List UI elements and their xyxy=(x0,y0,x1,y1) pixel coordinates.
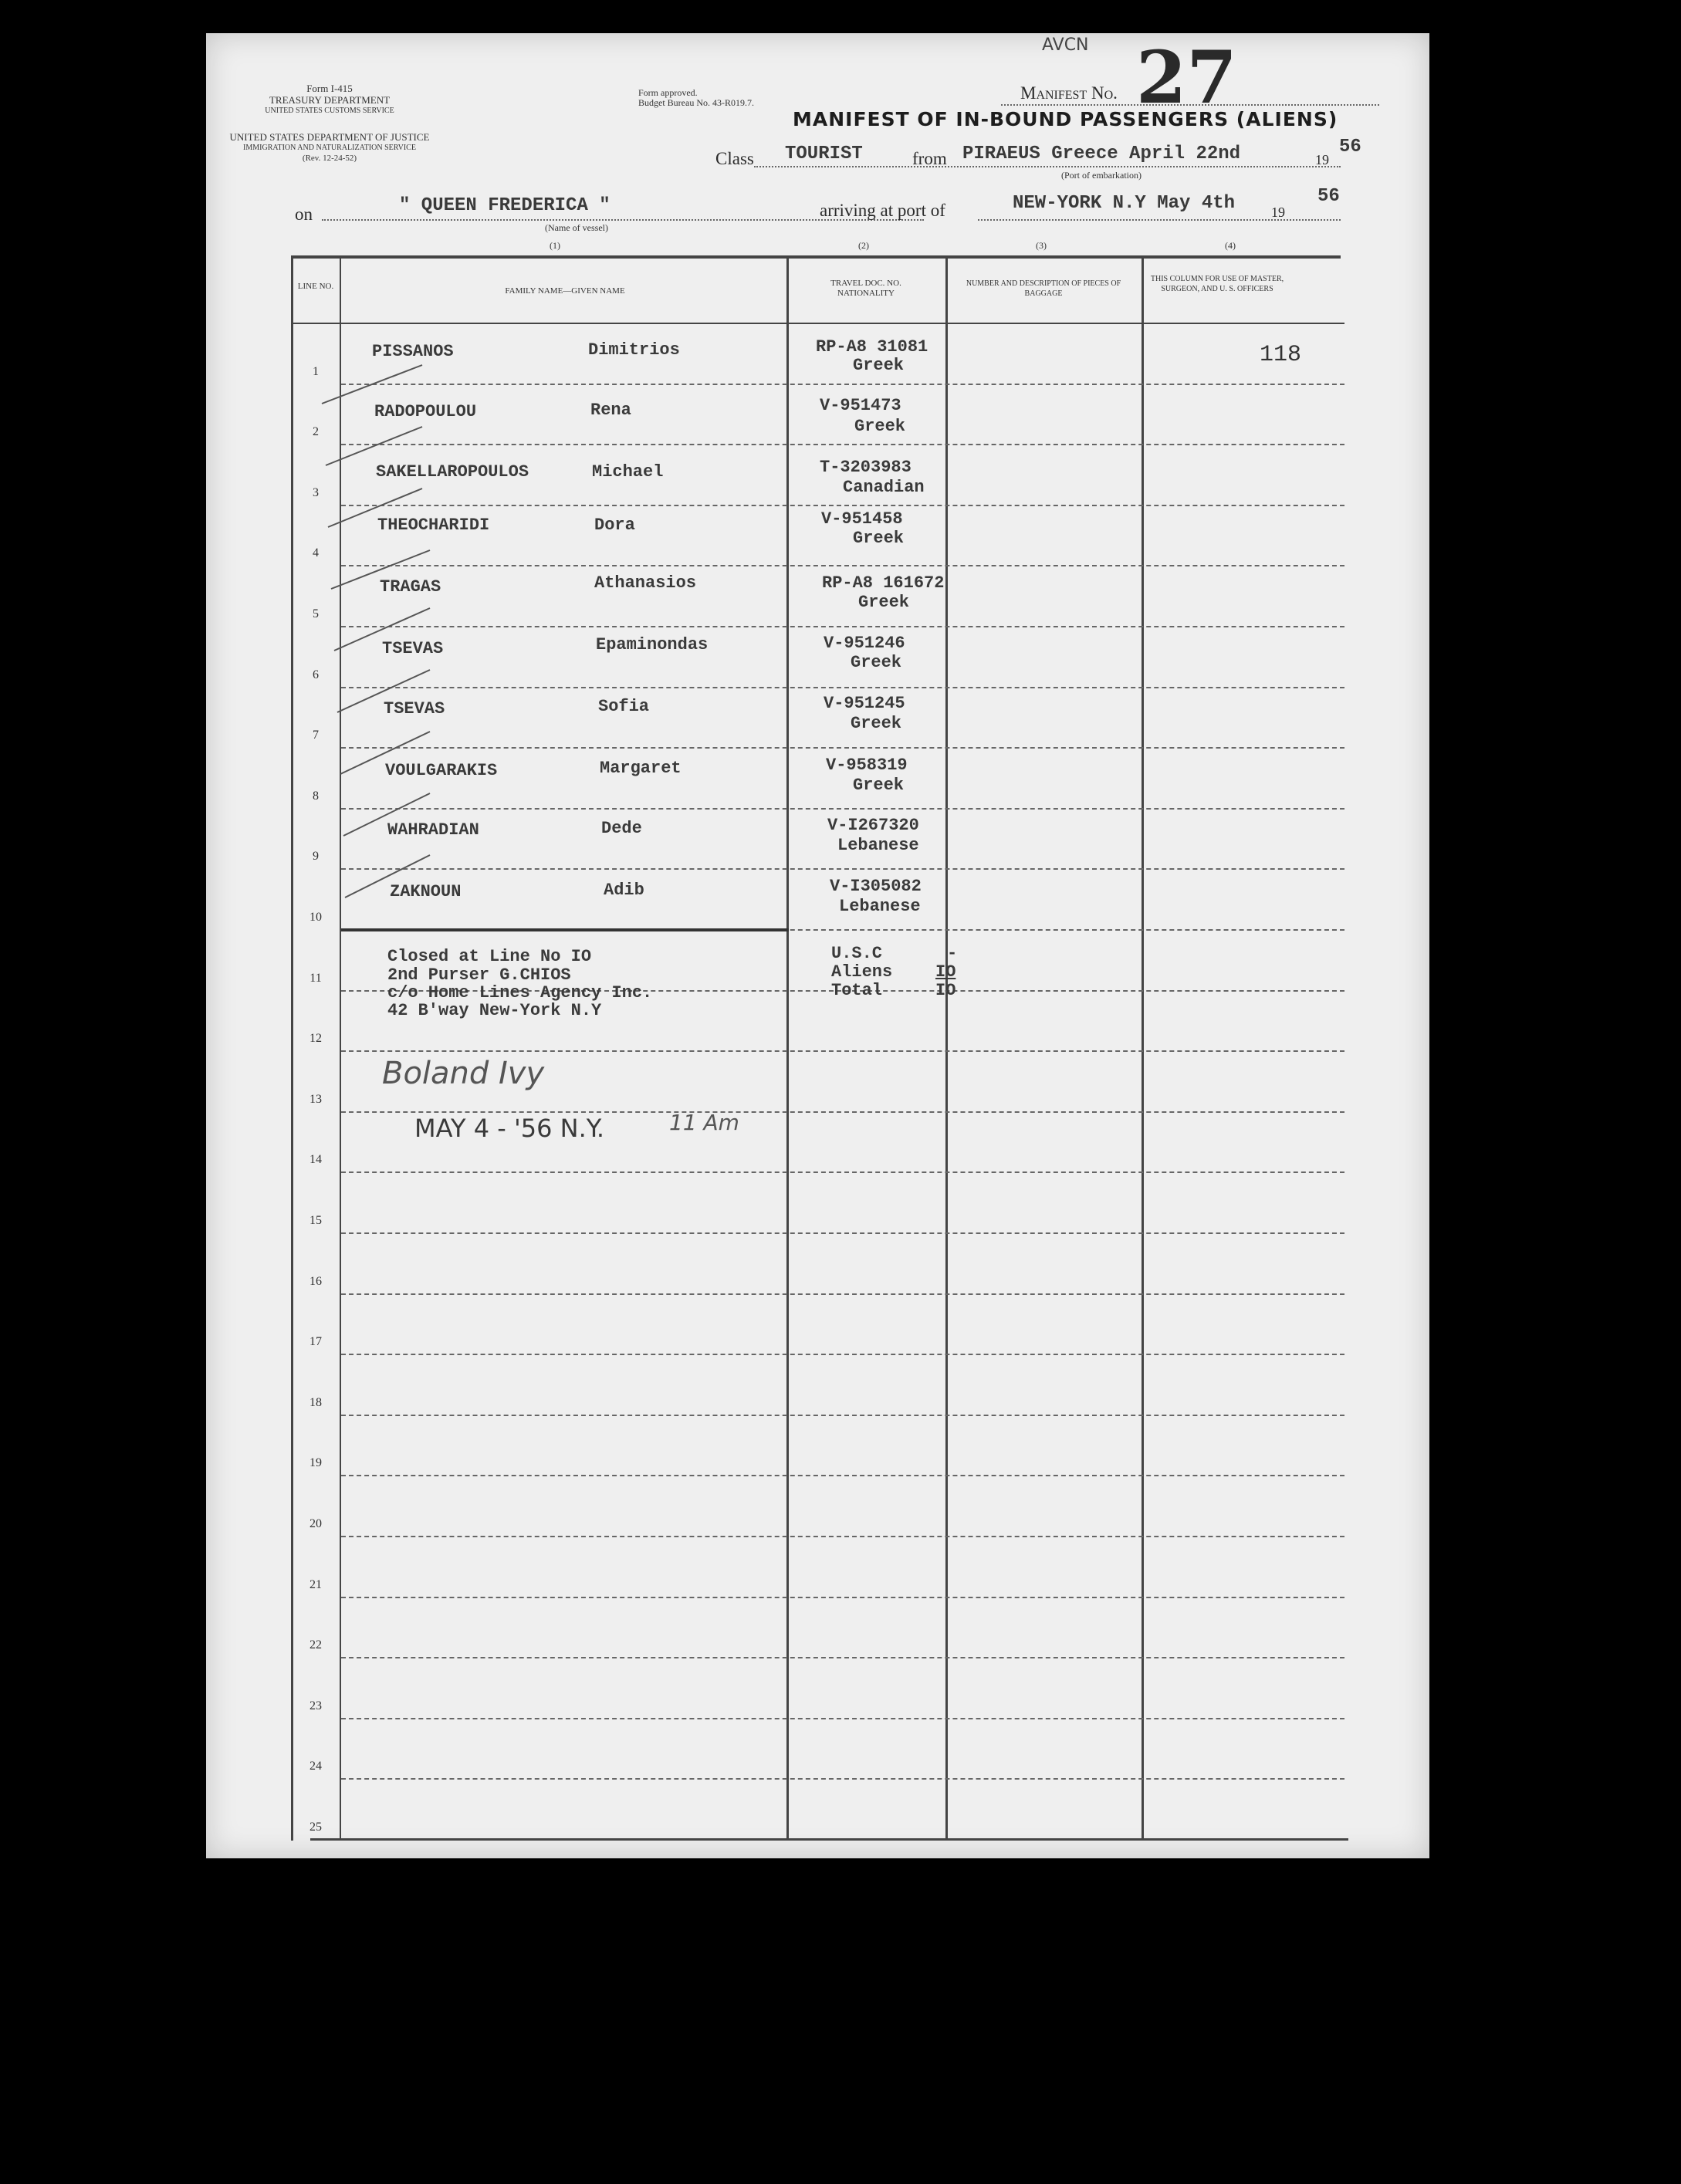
row-separator xyxy=(341,1293,1344,1295)
passenger-2-nationality: Greek xyxy=(854,417,906,436)
line-number: 3 xyxy=(313,485,319,499)
passenger-10-doc: V-I305082 xyxy=(830,877,922,896)
passenger-5-doc: RP-A8 161672 xyxy=(822,573,945,593)
row-separator xyxy=(341,1050,1344,1052)
line-number: 7 xyxy=(313,729,319,742)
dept-treasury-sub: UNITED STATES CUSTOMS SERVICE xyxy=(265,106,394,115)
line-number: 2 xyxy=(313,425,319,439)
passenger-9-doc: V-I267320 xyxy=(827,816,919,835)
dept-justice-sub: IMMIGRATION AND NATURALIZATION SERVICE xyxy=(243,144,416,152)
line-number: 18 xyxy=(309,1395,322,1409)
col-header-officers: THIS COLUMN FOR USE OF MASTER, SURGEON, AND U. S. OFFICERS xyxy=(1150,275,1284,293)
row-separator xyxy=(341,868,1344,870)
passenger-3-nationality: Canadian xyxy=(843,478,925,497)
line-number: 22 xyxy=(309,1638,322,1652)
year-value-1: 56 xyxy=(1339,137,1361,157)
line-number: 21 xyxy=(309,1577,322,1591)
row-separator xyxy=(341,1354,1344,1355)
manifest-label: Manifest No. xyxy=(1020,83,1118,103)
row-separator xyxy=(341,565,1344,566)
passenger-2-doc: V-951473 xyxy=(820,396,901,415)
passenger-1-family: PISSANOS xyxy=(372,342,454,361)
passenger-3-given: Michael xyxy=(592,462,664,482)
line-number: 25 xyxy=(309,1821,322,1834)
vessel-name: " QUEEN FREDERICA " xyxy=(399,195,611,216)
aliens-label: Aliens xyxy=(831,962,893,982)
form-revision: (Rev. 12-24-52) xyxy=(302,154,357,163)
vessel-caption: (Name of vessel) xyxy=(545,222,608,233)
closing-note-2: 2nd Purser G.CHIOS xyxy=(387,965,571,985)
passenger-9-family: WAHRADIAN xyxy=(387,820,479,840)
passenger-3-family: SAKELLAROPOULOS xyxy=(376,462,529,482)
row-separator xyxy=(341,1718,1344,1719)
passenger-10-nationality: Lebanese xyxy=(839,897,921,916)
total-label: Total xyxy=(831,981,883,1000)
handwritten-ticks xyxy=(314,334,438,952)
passenger-2-family: RADOPOULOU xyxy=(374,402,477,421)
dept-justice: UNITED STATES DEPARTMENT OF JUSTICE xyxy=(229,131,430,143)
line-number: 11 xyxy=(309,971,322,985)
passenger-7-doc: V-951245 xyxy=(824,694,905,713)
page-title: MANIFEST OF IN-BOUND PASSENGERS (ALIENS) xyxy=(793,108,1338,130)
line-number: 1 xyxy=(313,364,319,378)
port-caption: (Port of embarkation) xyxy=(1061,170,1142,181)
row-separator xyxy=(341,444,1344,445)
row-separator xyxy=(341,1657,1344,1658)
passenger-7-family: TSEVAS xyxy=(384,699,445,718)
passenger-8-nationality: Greek xyxy=(853,776,905,795)
passenger-6-doc: V-951246 xyxy=(824,634,905,653)
passenger-1-doc: RP-A8 31081 xyxy=(816,337,928,357)
passenger-5-nationality: Greek xyxy=(858,593,910,612)
aliens-value: IO xyxy=(935,962,956,982)
passenger-6-family: TSEVAS xyxy=(382,639,444,658)
col-num-4: (4) xyxy=(1225,240,1236,251)
on-label: on xyxy=(295,205,313,224)
line-number: 13 xyxy=(309,1092,322,1106)
passenger-6-given: Epaminondas xyxy=(596,635,709,654)
passenger-6-nationality: Greek xyxy=(851,653,902,672)
dept-treasury: TREASURY DEPARTMENT xyxy=(269,94,391,106)
passenger-9-given: Dede xyxy=(601,819,642,838)
passenger-9-nationality: Lebanese xyxy=(837,836,919,855)
line-number: 17 xyxy=(309,1335,322,1349)
line-number: 9 xyxy=(313,850,319,864)
passenger-3-doc: T-3203983 xyxy=(820,458,912,477)
row-separator xyxy=(341,1111,1344,1113)
passenger-5-family: TRAGAS xyxy=(380,577,441,597)
line-number: 23 xyxy=(309,1699,322,1712)
passenger-4-doc: V-951458 xyxy=(821,509,903,529)
passenger-10-family: ZAKNOUN xyxy=(390,882,462,901)
passenger-5-given: Athanasios xyxy=(594,573,697,593)
passenger-4-given: Dora xyxy=(594,516,635,535)
passenger-7-given: Sofia xyxy=(598,697,650,716)
passenger-8-family: VOULGARAKIS xyxy=(385,761,498,780)
col-header-baggage: NUMBER AND DESCRIPTION OF PIECES OF BAGGAGE xyxy=(966,279,1121,298)
line-number: 5 xyxy=(313,607,319,620)
col-header-name: FAMILY NAME—GIVEN NAME xyxy=(505,286,625,296)
row-separator xyxy=(341,1415,1344,1416)
usc-label: U.S.C xyxy=(831,944,883,963)
line-number: 20 xyxy=(309,1517,322,1530)
col-num-1: (1) xyxy=(550,240,560,251)
col-header-doc: TRAVEL DOC. NO. NATIONALITY xyxy=(830,279,901,298)
passenger-4-nationality: Greek xyxy=(853,529,905,548)
row-separator xyxy=(341,747,1344,749)
line-number: 10 xyxy=(309,911,322,924)
line-number: 16 xyxy=(309,1274,322,1288)
class-value: TOURIST xyxy=(785,144,863,164)
row-separator xyxy=(341,808,1344,810)
passenger-8-given: Margaret xyxy=(600,759,682,778)
arrival-port-value: NEW-YORK N.Y May 4th xyxy=(1013,193,1236,214)
passenger-1-officer-note: 118 xyxy=(1260,342,1302,368)
line-number: 12 xyxy=(309,1032,322,1046)
row-separator xyxy=(341,687,1344,688)
manifest-note: AVCN xyxy=(1042,35,1089,55)
passenger-7-nationality: Greek xyxy=(851,714,902,733)
row-separator xyxy=(341,384,1344,385)
closing-note-3: c/o Home Lines Agency Inc. xyxy=(387,983,653,1002)
from-label: from xyxy=(912,149,947,168)
line-number: 19 xyxy=(309,1456,322,1470)
col-header-line: LINE NO. xyxy=(297,282,334,291)
usc-value: - xyxy=(947,944,958,963)
manifest-number: 27 xyxy=(1136,35,1237,120)
col-num-2: (2) xyxy=(858,240,869,251)
line-number: 14 xyxy=(309,1153,322,1167)
manifest-page xyxy=(206,33,1429,1858)
line-number: 24 xyxy=(309,1760,322,1773)
year-prefix-1: 19 xyxy=(1315,152,1329,167)
row-separator xyxy=(341,1171,1344,1173)
row-separator xyxy=(341,1475,1344,1476)
closing-note-4: 42 B'way New-York N.Y xyxy=(387,1001,602,1020)
col-num-3: (3) xyxy=(1036,240,1047,251)
stamp-initials: 11 Am xyxy=(669,1110,739,1135)
line-number: 6 xyxy=(313,668,319,681)
form-number: Form I-415 xyxy=(306,83,353,94)
row-separator xyxy=(341,1597,1344,1598)
arriving-label: arriving at port of xyxy=(820,201,945,220)
row-separator xyxy=(341,505,1344,506)
closing-note-1: Closed at Line No IO xyxy=(387,947,592,966)
arrival-date-stamp: MAY 4 - '56 N.Y. xyxy=(414,1114,605,1143)
year-prefix-2: 19 xyxy=(1271,205,1285,220)
passenger-10-given: Adib xyxy=(604,881,644,900)
year-value-2: 56 xyxy=(1317,186,1340,207)
class-label: Class xyxy=(715,149,754,168)
line-number: 8 xyxy=(313,789,319,803)
row-separator xyxy=(341,1232,1344,1234)
officer-signature: Boland Ivy xyxy=(382,1056,545,1091)
passenger-2-given: Rena xyxy=(590,401,631,420)
line-number: 15 xyxy=(309,1214,322,1227)
row-separator xyxy=(341,626,1344,627)
passenger-4-family: THEOCHARIDI xyxy=(377,516,490,535)
form-approved: Form approved. xyxy=(638,87,698,98)
row-separator xyxy=(341,1778,1344,1780)
row-separator xyxy=(341,1536,1344,1537)
total-value: IO xyxy=(935,981,956,1000)
passenger-1-given: Dimitrios xyxy=(588,340,680,360)
passenger-1-nationality: Greek xyxy=(853,356,905,375)
embarkation-value: PIRAEUS Greece April 22nd xyxy=(962,144,1241,164)
line-number: 4 xyxy=(313,546,319,560)
passenger-8-doc: V-958319 xyxy=(826,756,908,775)
budget-bureau: Budget Bureau No. 43-R019.7. xyxy=(638,97,754,108)
